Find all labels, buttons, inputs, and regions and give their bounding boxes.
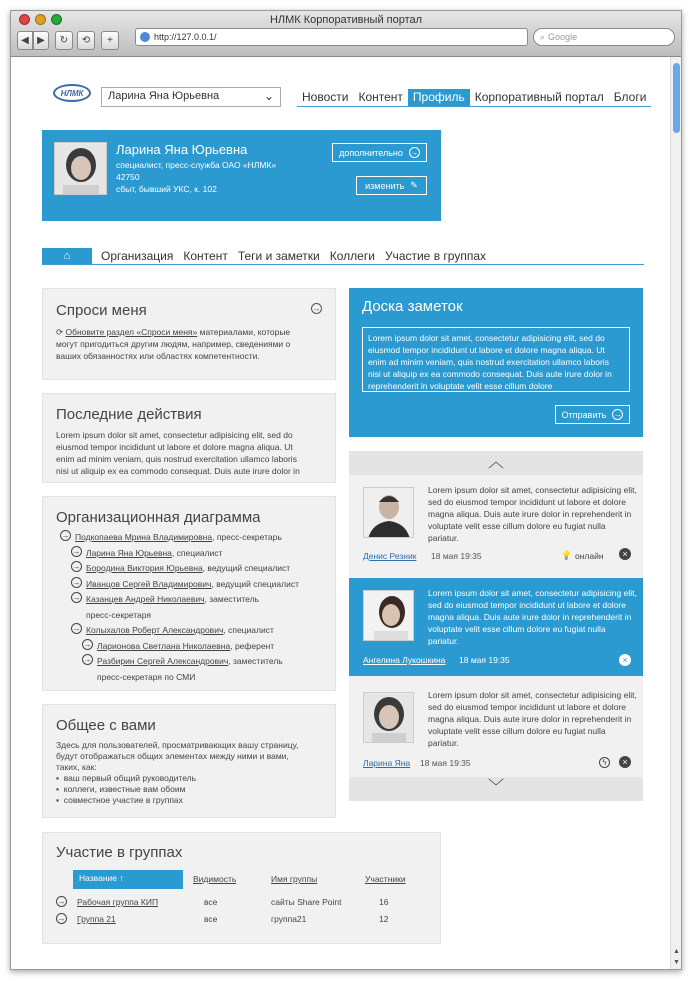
edit-label: изменить [365, 180, 405, 191]
org-role: , заместитель [228, 656, 283, 666]
main-nav [297, 89, 651, 107]
arrow-right-icon[interactable]: → [72, 593, 81, 602]
subnav-groups[interactable]: Участие в группах [384, 249, 486, 263]
group-members: 12 [379, 914, 389, 924]
arrow-right-icon[interactable]: → [72, 562, 81, 571]
profile-photo [54, 142, 107, 195]
browser-window [10, 10, 682, 970]
arrow-right-icon[interactable]: → [72, 546, 81, 556]
common-bullet-text: коллеги, известные вам обоим [63, 784, 186, 794]
recent-line: eiusmod tempor incididunt ut labore et dolore magna aliqua. Ut [56, 442, 293, 452]
close-icon[interactable]: × [619, 548, 631, 560]
subnav-content[interactable]: Контент [183, 249, 228, 263]
org-row [60, 546, 335, 562]
feed-item [349, 676, 643, 777]
org-row [60, 623, 335, 639]
notes-textarea[interactable]: Lorem ipsum dolor sit amet, consectetur adipisicing elit, sed do eiusmod tempor incididunt ut labore et dolore magna aliqua. Ut enim ad minim veniam, quis nostrud exercitation ullamco laboris nisi ut aliquip ex ea commodo consequat. Duis aute irure dolor in reprehenderit in voluptate velit esse cillum dolore [362, 327, 630, 392]
common-line: будут отображаться общих элементах между ними и вами, [56, 751, 289, 761]
feed-text: Lorem ipsum dolor sit amet, consectetur adipisicing elit, sed do eiusmod tempor incididunt ut labore et dolore magna aliqua. Duis aute irure dolor in reprehenderit in voluptate velit esse cillum dolore eu fugiat nulla pariatur. [428, 588, 637, 646]
table-row[interactable] [56, 896, 436, 910]
org-person-link[interactable]: Ларионова Светлана Николаевна [97, 640, 231, 651]
profile-subnav [42, 248, 644, 265]
ask-me-text [56, 326, 331, 362]
arrow-right-icon[interactable]: → [57, 897, 66, 906]
bulb-icon: 💡 [561, 550, 572, 560]
col-header-group-name[interactable]: Имя группы [271, 874, 318, 884]
org-row [60, 530, 335, 546]
org-role: , пресс-секретарь [212, 532, 282, 542]
feed-item [349, 475, 643, 578]
arrow-right-icon[interactable]: → [83, 655, 92, 664]
user-select-value: Ларина Яна Юрьевна [108, 90, 220, 102]
recent-line: enim ad minim veniam, quis nostrud exercitation ullamco laboris [56, 454, 297, 464]
common-bullet: ▪ ваш первый общий руководитель [56, 773, 197, 783]
avatar [363, 487, 414, 538]
company-logo[interactable]: НЛМК [53, 84, 91, 102]
chevron-down-icon: ﹀ [487, 779, 504, 796]
col-header-members[interactable]: Участники [365, 874, 406, 884]
org-role: , специалист [223, 625, 274, 635]
ask-me-update-link[interactable]: Обновите раздел «Спроси меня» [65, 327, 198, 337]
arrow-right-icon: → [613, 410, 622, 419]
table-row[interactable] [56, 913, 436, 927]
org-role: , ведущий специалист [211, 578, 300, 589]
feed-author-link[interactable]: Ларина Яна [363, 758, 411, 768]
org-role: , заместитель [204, 594, 259, 604]
feed-date: 18 мая 19:35 [459, 655, 510, 665]
feed-author-link[interactable]: Денис Резник [363, 551, 417, 561]
arrow-right-icon[interactable]: → [61, 531, 70, 540]
common-title: Общее с вами [56, 717, 156, 734]
nav-buttons [17, 29, 119, 51]
send-button[interactable] [555, 405, 630, 424]
col-header-visibility[interactable]: Видимость [193, 874, 237, 884]
org-person-link[interactable]: Казанцев Андрей Николаевич [86, 594, 205, 604]
globe-icon [140, 32, 150, 42]
org-person-link[interactable]: Колыхалов Роберт Александрович [86, 625, 224, 635]
recent-line: Lorem ipsum dolor sit amet, consectetur adipisicing elit, sed do [56, 430, 293, 440]
forward-button[interactable]: ▶ [33, 31, 49, 50]
col-header-name-label: Название [79, 873, 117, 883]
nav-blogs[interactable]: Блоги [613, 90, 647, 104]
search-icon: ⌕ [540, 31, 546, 42]
group-site: группа21 [271, 914, 307, 924]
nav-profile[interactable]: Профиль [408, 89, 470, 106]
add-bookmark-button[interactable]: + [101, 31, 119, 50]
common-text [56, 740, 336, 806]
profile-location: сбыт, бывший УКС, к. 102 [116, 184, 217, 194]
more-info-label: дополнительно [339, 147, 403, 158]
ask-me-text-1: материалами, которые [197, 327, 291, 337]
group-members: 16 [379, 897, 389, 907]
profile-position: специалист, пресс-служба ОАО «НЛМК» [116, 160, 277, 170]
profile-phone: 42750 [116, 172, 140, 182]
recent-actions-text [56, 429, 336, 477]
nav-corporate-portal[interactable]: Корпоративный портал [474, 90, 604, 104]
pencil-icon: ✎ [410, 180, 418, 190]
profile-name: Ларина Яна Юрьевна [116, 142, 248, 157]
address-text: http://127.0.0.1/ [154, 32, 217, 42]
recent-actions-card [42, 393, 336, 483]
common-bullet: ▪ коллеги, известные вам обоим [56, 784, 186, 794]
common-line: таких, как: [56, 762, 97, 772]
arrow-right-icon[interactable]: → [83, 639, 92, 649]
org-row [60, 654, 335, 670]
ask-me-card [42, 288, 336, 380]
common-line: Здесь для пользователей, просматривающих вашу страницу, [56, 740, 299, 750]
org-row [60, 577, 335, 593]
avatar [363, 692, 414, 743]
lightning-icon[interactable]: ϟ [599, 757, 610, 768]
groups-card [42, 832, 441, 944]
org-person-link[interactable]: Подкопаева Мрина Владимировна [75, 532, 213, 542]
org-row-continued [60, 670, 335, 686]
group-name-link[interactable]: Группа 21 [77, 914, 116, 924]
activity-feed [349, 451, 643, 801]
subnav-organization[interactable]: Организация [101, 249, 174, 263]
feed-scroll-up[interactable] [349, 451, 643, 475]
org-role: , референт [230, 640, 275, 651]
groups-title: Участие в группах [56, 844, 183, 861]
home-icon[interactable]: ⌂ [42, 248, 92, 264]
org-row [60, 639, 335, 655]
avatar-female-icon [55, 143, 107, 195]
feed-date: 18 мая 19:35 [420, 758, 471, 768]
org-role: пресс-секретаря по СМИ [97, 671, 196, 682]
scroll-up-arrow[interactable]: ▲ [673, 948, 680, 955]
arrow-right-icon[interactable]: → [72, 577, 81, 587]
recent-line: nisi ut aliquip ex ea commodo consequat. Duis aute irure dolor in [56, 466, 300, 476]
recent-actions-title: Последние действия [56, 406, 202, 423]
feed-scroll-down[interactable] [349, 777, 643, 801]
org-row [60, 561, 335, 577]
scroll-down-arrow[interactable]: ▼ [673, 959, 680, 966]
ask-me-text-3: ваших обязанностях или областях компетентности. [56, 351, 260, 361]
snapback-button[interactable]: ⟲ [77, 31, 95, 50]
chevron-up-icon: ︿ [487, 454, 504, 471]
more-info-button[interactable] [332, 143, 427, 162]
page [11, 57, 671, 969]
subnav-colleagues[interactable]: Коллеги [329, 249, 375, 263]
feed-text: Lorem ipsum dolor sit amet, consectetur adipisicing elit, sed do eiusmod tempor incididunt ut labore et dolore magna aliqua. Duis aute irure dolor in reprehenderit in voluptate velit esse cillum dolore eu fugiat nulla pariatur. [428, 485, 637, 543]
notes-title: Доска заметок [362, 298, 463, 315]
subnav-tags[interactable]: Теги и заметки [237, 249, 320, 263]
close-icon[interactable]: × [619, 654, 631, 666]
window-title: НЛМК Корпоративный портал [269, 14, 423, 26]
col-header-name[interactable] [73, 870, 183, 889]
user-select[interactable] [101, 87, 281, 107]
back-button[interactable]: ◀ [17, 31, 33, 50]
browser-titlebar [11, 11, 681, 57]
org-role: , специалист [171, 547, 223, 558]
arrow-right-icon[interactable]: → [57, 914, 66, 923]
group-visibility: все [204, 914, 218, 924]
avatar-female-icon [364, 591, 414, 641]
sort-up-icon: ↑ [119, 873, 124, 883]
address-bar[interactable] [135, 28, 528, 46]
feed-text: Lorem ipsum dolor sit amet, consectetur adipisicing elit, sed do eiusmod tempor incididunt ut labore et dolore magna aliqua. Duis aute irure dolor in reprehenderit in voluptate velit esse cillum dolore eu fugiat nulla pariatur. [428, 690, 637, 748]
org-chart-list [60, 530, 335, 685]
common-bullet: ▪ совместное участие в группах [56, 795, 183, 805]
org-chart-title: Организационная диаграмма [56, 509, 261, 526]
feed-date: 18 мая 19:35 [431, 551, 482, 561]
org-person-link[interactable]: Ларина Яна Юрьевна [86, 547, 172, 558]
close-icon[interactable]: × [619, 756, 631, 768]
avatar [363, 590, 414, 641]
org-person-link[interactable]: Иванцов Сергей Владимирович [86, 578, 212, 589]
browser-search[interactable] [533, 28, 675, 46]
group-site: сайты Share Point [271, 897, 342, 907]
avatar-female-icon [364, 693, 414, 743]
feed-author-link[interactable]: Ангелина Лукошкина [363, 655, 446, 665]
refresh-icon: ⟳ [56, 327, 64, 337]
common-bullet-text: совместное участие в группах [63, 795, 183, 805]
scrollbar-thumb[interactable] [673, 63, 680, 133]
org-person-link[interactable]: Бородина Виктория Юрьевна [86, 563, 203, 573]
common-with-you-card [42, 704, 336, 818]
arrow-right-icon[interactable]: → [72, 624, 81, 633]
org-row [60, 592, 335, 608]
org-row-continued [60, 608, 335, 624]
chevron-down-icon: ⌄ [263, 89, 274, 103]
search-placeholder: Google [548, 32, 578, 42]
org-role: пресс-секретаря [86, 609, 152, 620]
group-visibility: все [204, 897, 218, 907]
arrow-right-icon: → [410, 148, 419, 157]
ask-me-text-2: могут пригодиться другим людям, например, сведениями о [56, 339, 291, 349]
org-person-link[interactable]: Разбирин Сергей Александрович [97, 656, 229, 666]
avatar-male-icon [364, 488, 414, 538]
group-name-link[interactable]: Рабочая группа КИП [77, 897, 159, 907]
send-label: Отправить [561, 409, 607, 420]
common-bullet-text: ваш первый общий руководитель [63, 773, 197, 783]
arrow-right-icon[interactable]: → [312, 304, 321, 313]
vertical-scrollbar[interactable] [670, 57, 681, 969]
org-chart-card [42, 496, 336, 691]
profile-banner [42, 130, 441, 221]
edit-profile-button[interactable] [356, 176, 427, 195]
feed-item-highlighted [349, 578, 643, 676]
reload-button[interactable]: ↻ [55, 31, 73, 50]
feed-status: онлайн [575, 551, 604, 561]
ask-me-title: Спроси меня [56, 302, 147, 319]
nav-content[interactable]: Контент [358, 90, 403, 104]
org-role: , ведущий специалист [202, 563, 291, 573]
nav-news[interactable]: Новости [302, 90, 349, 104]
